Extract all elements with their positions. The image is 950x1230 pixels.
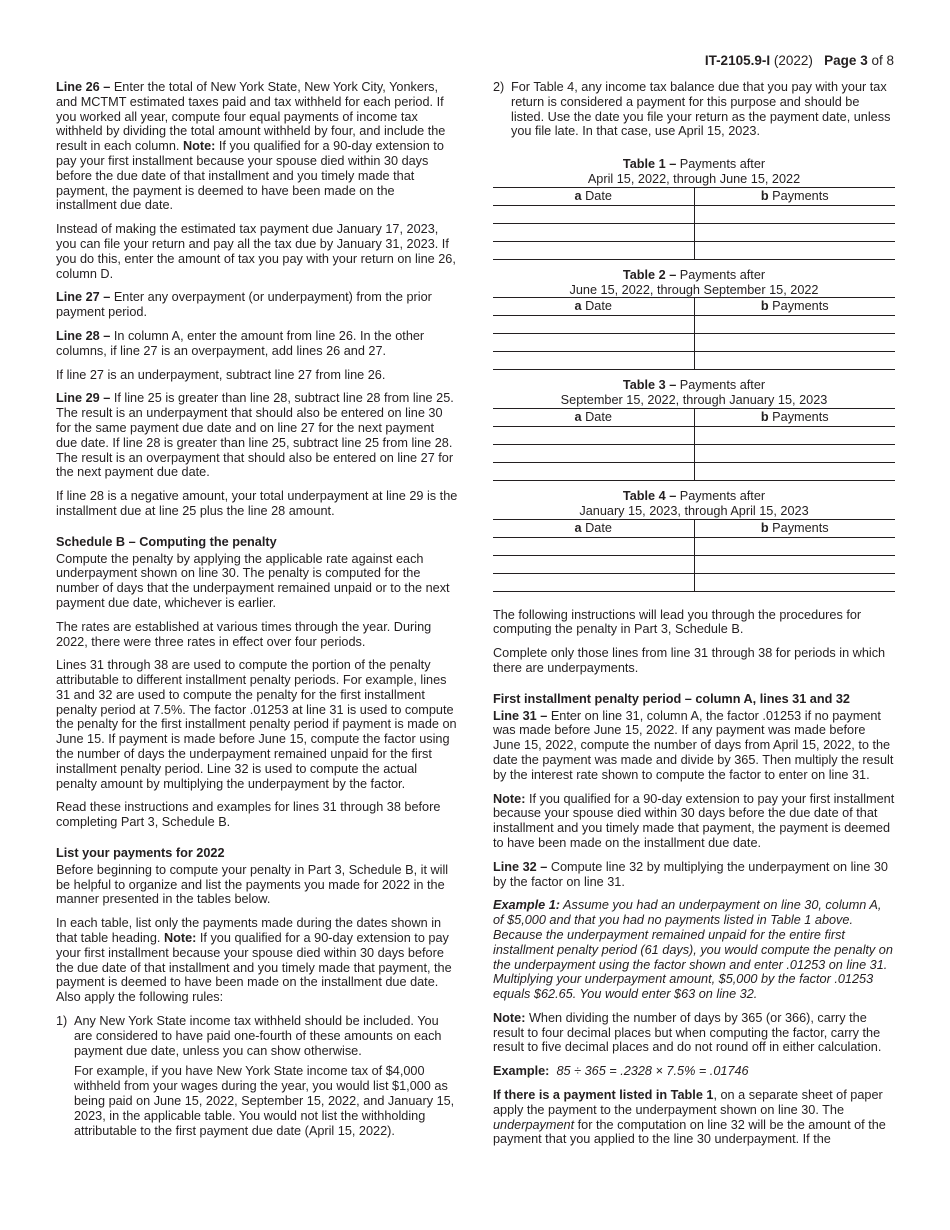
list-p2-note-text: If you qualified for a 90-day extension to pay your first installment because your spouse died within 30 days before the due date of that installment and you timely made that payment, the payment is deemed to have been made on the installment due date. Also apply the following rules: <box>56 931 452 1005</box>
date-cell[interactable] <box>493 334 694 352</box>
payment-cell[interactable] <box>694 316 895 334</box>
column-b-header <box>694 519 895 537</box>
column-label: Date <box>581 299 612 314</box>
rule-2 <box>493 80 895 139</box>
rule-1 <box>56 1014 458 1138</box>
payment-cell[interactable] <box>694 334 895 352</box>
column-label: Date <box>581 188 612 203</box>
schedule-b-p3: Lines 31 through 38 are used to compute the portion of the penalty attributable to different installment penalty periods. For example, lines 31 and 32 are used to compute the penalty for the first installment penalty period at 7.5%. The factor .01253 at line 31 is used to compute the penalty for the first installment penalty period if payment is made on June 15. If payment is made before June 15, compute the factor using the number of days the underpayment remained unpaid for the first installment penalty period. Line 32 is used to compute the actual penalty amount by multiplying the underpayment by the factor. <box>56 658 457 791</box>
payment-table-1 <box>493 157 895 260</box>
column-a-header <box>493 298 694 316</box>
line26-label: Line 26 – <box>56 80 111 94</box>
note-label: Note: <box>493 791 526 806</box>
rule-2-text: For Table 4, any income tax balance due that you pay with your tax return is considered a payment for this purpose and should be listed. Use the date you file your return as the payment date, unless you file late. In that case, use April 15, 2023. <box>511 80 891 139</box>
first-installment-heading: First installment penalty period – column A, lines 31 and 32 <box>493 691 850 706</box>
date-cell[interactable] <box>493 462 694 480</box>
form-number: IT-2105.9-I <box>704 53 771 68</box>
table-grid <box>493 519 895 592</box>
column-label: Date <box>581 520 612 535</box>
column-b-header <box>694 187 895 205</box>
table-date-range: January 15, 2023, through April 15, 2023 <box>579 503 809 518</box>
schedule-b-p4: Read these instructions and examples for lines 31 through 38 before completing Part 3, Schedule B. <box>56 800 441 830</box>
note2-text: When dividing the number of days by 365 (or 366), carry the result to four decimal places but when computing the factor, carry the result to five decimal places and do not round off in either calculation. <box>493 1010 882 1055</box>
line26-paragraph <box>56 80 458 213</box>
table-title-text: Payments after <box>676 488 766 503</box>
example1-text: Assume you had an underpayment on line 30, column A, of $5,000 and that you had no payments listed in Table 1 above. Because the underpayment remained unpaid for the entire first installment penalty period (61 days), you would compute the penalty on the underpayment using the factor shown and enter .01253 on line 31. Multiplying your underpayment amount, $5,000 by the factor .01253 equals $62.65. You would enter $63 on line 32. <box>493 898 893 1002</box>
table-row <box>493 537 895 555</box>
column-a-header <box>493 408 694 426</box>
table-title <box>493 378 895 408</box>
table-title <box>493 268 895 298</box>
follow-p2: Complete only those lines from line 31 through 38 for periods in which there are underpayments. <box>493 646 886 675</box>
date-cell[interactable] <box>493 555 694 573</box>
column-letter: b <box>760 299 769 314</box>
list-p1: Before beginning to compute your penalty in Part 3, Schedule B, it will be helpful to organize and list the payments you made for 2022 in the manner presented in the tables below. <box>56 862 449 907</box>
line28-label: Line 28 – <box>56 328 111 343</box>
rule-number: 2) <box>493 80 505 94</box>
payment-paragraph <box>493 1088 895 1147</box>
payment-cell[interactable] <box>694 555 895 573</box>
table-row <box>493 334 895 352</box>
line31-paragraph <box>493 709 895 783</box>
payment-text: , on a separate sheet of paper apply the payment to the underpayment shown on line 30. The <box>493 1088 883 1117</box>
table-title-text: Payments after <box>676 157 766 172</box>
left-column <box>56 80 458 1144</box>
table-label: Table 1 – <box>622 157 677 172</box>
column-label: Payments <box>768 520 829 535</box>
table-title <box>493 157 895 187</box>
column-label: Payments <box>768 188 829 203</box>
column-letter: b <box>760 410 769 425</box>
instead-paragraph: Instead of making the estimated tax payment due January 17, 2023, you can file your return and pay all the tax due by January 31, 2023. If you do this, enter the amount of tax you pay with your return on line 26, column D. <box>56 222 456 281</box>
line28-text: In column A, enter the amount from line 26. In the other columns, if line 27 is an overpayment, add lines 26 and 27. <box>56 328 425 358</box>
line27-text: Enter any overpayment (or underpayment) from the prior payment period. <box>56 290 432 320</box>
note2-paragraph <box>493 1011 895 1055</box>
date-cell[interactable] <box>493 537 694 555</box>
line29b-paragraph: If line 28 is a negative amount, your total underpayment at line 29 is the installment due at line 25 plus the line 28 amount. <box>56 489 458 518</box>
rules-list <box>56 1014 458 1138</box>
payment-bold: If there is a payment listed in Table 1 <box>493 1088 714 1103</box>
example2-paragraph <box>493 1064 895 1079</box>
page-of: of 8 <box>871 53 894 68</box>
table-row <box>493 555 895 573</box>
rule-1-text: Any New York State income tax withheld should be included. You are considered to have paid one-fourth of these amounts on each payment due date, unless you can show otherwise. <box>74 1014 442 1058</box>
column-b-header <box>694 298 895 316</box>
date-cell[interactable] <box>493 573 694 591</box>
line32-label: Line 32 – <box>493 859 548 874</box>
note-label: Note: <box>163 931 197 946</box>
table-row <box>493 316 895 334</box>
table-grid <box>493 187 895 260</box>
line29-paragraph <box>56 391 458 480</box>
table-row <box>493 444 895 462</box>
line26-note-text: If you qualified for a 90-day extension to pay your first installment because your spouse died within 30 days before the due date of that installment and you timely made that payment, the payment is deemed to have been made on the installment due date. <box>56 139 444 213</box>
payment-tables <box>493 157 895 591</box>
list-p2-text: In each table, list only the payments made during the dates shown in that table heading. <box>56 916 442 946</box>
table-title-text: Payments after <box>676 378 766 393</box>
payment-italic: underpayment <box>493 1117 575 1132</box>
table-date-range: April 15, 2022, through June 15, 2022 <box>587 171 801 186</box>
note-label: Note: <box>493 1010 526 1025</box>
line29-text: If line 25 is greater than line 28, subtract line 28 from line 25. The result is an underpayment that should also be entered on line 30 for the same payment due date and on line 27 for the next payment due date. If line 28 is greater than line 25, subtract line 25 from line 28. The result is an overpayment that should also be entered on line 27 for the next payment due date. <box>56 391 454 480</box>
follow-p1: The following instructions will lead you through the procedures for computing the penalty in Part 3, Schedule B. <box>493 607 862 637</box>
rules-list-continued <box>493 80 895 139</box>
column-b-header <box>694 408 895 426</box>
payment-cell[interactable] <box>694 573 895 591</box>
column-label: Payments <box>768 410 829 425</box>
example2-label: Example: <box>493 1064 550 1079</box>
table-date-range: September 15, 2022, through January 15, 2023 <box>560 393 828 408</box>
line31-label: Line 31 – <box>493 708 548 723</box>
example1-label: Example 1: <box>493 898 560 913</box>
column-letter: a <box>574 299 582 314</box>
line32-text: Compute line 32 by multiplying the underpayment on line 30 by the factor on line 31. <box>493 859 888 889</box>
date-cell[interactable] <box>493 223 694 241</box>
line27-label: Line 27 – <box>56 290 111 305</box>
note1-text: If you qualified for a 90-day extension to pay your first installment because your spouse died within 30 days before the due date of that installment and you timely made that payment, the payment is deemed to have been made on the installment due date. <box>493 791 895 850</box>
table-row <box>493 223 895 241</box>
date-cell[interactable] <box>493 241 694 259</box>
page-header <box>705 53 894 68</box>
schedule-b-p2: The rates are established at various times through the year. During 2022, there were three rates in effect over four periods. <box>56 619 432 649</box>
table-row <box>493 205 895 223</box>
payment-table-4 <box>493 489 895 592</box>
payment-table-3 <box>493 378 895 481</box>
table-row <box>493 352 895 370</box>
line29-label: Line 29 – <box>56 391 111 406</box>
list-p2 <box>56 916 458 1005</box>
rule-number: 1) <box>56 1014 68 1029</box>
payment-cell[interactable] <box>694 426 895 444</box>
date-cell[interactable] <box>493 316 694 334</box>
note1-paragraph <box>493 792 895 851</box>
date-cell[interactable] <box>493 205 694 223</box>
column-letter: a <box>574 410 582 425</box>
table-title <box>493 489 895 519</box>
table-date-range: June 15, 2022, through September 15, 2022 <box>569 282 819 297</box>
column-letter: a <box>574 188 582 203</box>
column-a-header <box>493 187 694 205</box>
column-label: Payments <box>768 299 829 314</box>
example2-text: 85 ÷ 365 = .2328 × 7.5% = .01746 <box>549 1064 749 1079</box>
line27-paragraph <box>56 290 458 320</box>
schedule-b-heading: Schedule B – Computing the penalty <box>56 534 277 549</box>
table-row <box>493 426 895 444</box>
line32-paragraph <box>493 860 895 890</box>
schedule-b-p1: Compute the penalty by applying the applicable rate against each underpayment shown on line 30. The penalty is computed for the number of days that the underpayment remained unpaid or to the next payment due date, whichever is earlier. <box>56 551 450 610</box>
table-grid <box>493 408 895 481</box>
line28b-paragraph: If line 27 is an underpayment, subtract line 27 from line 26. <box>56 367 386 382</box>
payment-table-2 <box>493 268 895 371</box>
payment-cell[interactable] <box>694 444 895 462</box>
payment-cell[interactable] <box>694 205 895 223</box>
payment-cell[interactable] <box>694 241 895 259</box>
payment-cell[interactable] <box>694 462 895 480</box>
column-letter: b <box>760 188 769 203</box>
column-a-header <box>493 519 694 537</box>
column-label: Date <box>581 410 612 425</box>
column-letter: b <box>760 520 769 535</box>
payment-cell[interactable] <box>694 352 895 370</box>
column-letter: a <box>574 520 582 535</box>
table-label: Table 3 – <box>622 378 677 393</box>
right-column <box>493 80 895 1156</box>
table-label: Table 4 – <box>622 488 677 503</box>
table-row <box>493 573 895 591</box>
form-year: (2022) <box>773 53 813 68</box>
payment-text-end: for the computation on line 32 will be the amount of the payment that you applied to the line 30 underpayment. If the <box>493 1117 886 1147</box>
date-cell[interactable] <box>493 352 694 370</box>
date-cell[interactable] <box>493 444 694 462</box>
payment-cell[interactable] <box>694 537 895 555</box>
line26-text: Enter the total of New York State, New York City, Yonkers, and MCTMT estimated taxes paid and tax withheld for each period. If you worked all year, compute four equal payments of income tax withheld by dividing the total amount withheld by four, and include the result in each column. <box>56 80 446 154</box>
rule-1-example: For example, if you have New York State income tax of $4,000 withheld from your wages during the year, you would list $1,000 as being paid on June 15, 2022, September 15, 2022, and January 15, 2023, in the applicable table. You would not list the withholding attributable to the first payment due date (April 15, 2022). <box>74 1064 455 1138</box>
example1-paragraph <box>493 898 895 1002</box>
table-grid <box>493 297 895 370</box>
date-cell[interactable] <box>493 426 694 444</box>
table-row <box>493 462 895 480</box>
page-label: Page 3 <box>824 53 868 68</box>
table-row <box>493 241 895 259</box>
line31-text: Enter on line 31, column A, the factor .01253 if no payment was made before June 15, 2022. If any payment was made before June 15, 2022, compute the number of days from April 15, 2022, to the date the payment was made and divide by 365. Then multiply the result by the interest rate shown to compute the factor to enter on line 31. <box>493 708 894 782</box>
payment-cell[interactable] <box>694 223 895 241</box>
note-label: Note: <box>182 139 216 154</box>
line28-paragraph <box>56 329 458 359</box>
list-payments-heading: List your payments for 2022 <box>56 846 225 861</box>
table-label: Table 2 – <box>622 267 677 282</box>
table-title-text: Payments after <box>676 267 766 282</box>
